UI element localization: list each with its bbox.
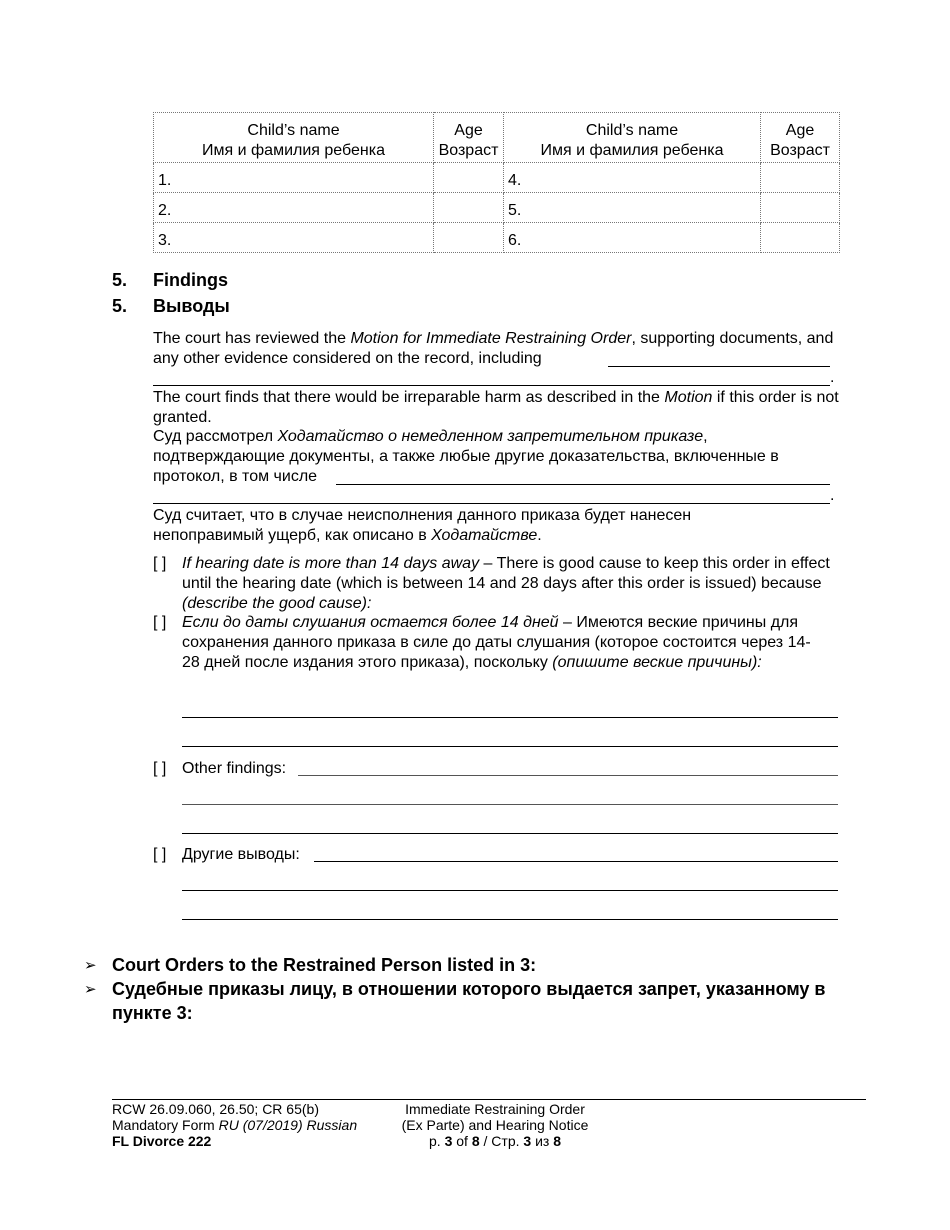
- other-findings-label-ru: Другие выводы:: [182, 846, 300, 863]
- other-findings-ru-line-2[interactable]: [182, 890, 838, 891]
- section-number: 5.: [112, 270, 128, 290]
- hearing-date-checkbox-ru[interactable]: [ ]: [153, 614, 167, 631]
- child-name-cell[interactable]: 6.: [504, 223, 761, 253]
- section-title-ru: Выводы: [153, 296, 230, 316]
- other-findings-checkbox[interactable]: [ ]: [153, 760, 167, 777]
- evidence-input-line-ru-2[interactable]: [153, 503, 830, 504]
- age-header: Age Возраст: [434, 113, 504, 163]
- harm-paragraph-en: The court finds that there would be irreparable harm as described in the Motion if this order is not granted.: [153, 389, 839, 426]
- table-header-row: [154, 113, 840, 163]
- child-name-header: Child’s name Имя и фамилия ребенка: [154, 113, 434, 163]
- age-cell[interactable]: [434, 223, 504, 253]
- other-findings-ru-line-1[interactable]: [314, 861, 838, 862]
- court-orders-heading-en: Court Orders to the Restrained Person listed in 3:: [112, 955, 537, 975]
- review-paragraph-en: The court has reviewed the Motion for Immediate Restraining Order, supporting documents, and any other evidence considered on the record, including: [153, 330, 834, 367]
- child-name-header: Child’s name Имя и фамилия ребенка: [504, 113, 761, 163]
- other-findings-line-2[interactable]: [182, 804, 838, 805]
- table-row: [154, 163, 840, 193]
- court-orders-heading-ru: Судебные приказы лицу, в отношении которого выдается запрет, указанному в пункте 3:: [112, 979, 826, 1023]
- other-findings-line-3[interactable]: [182, 833, 838, 834]
- table-row: [154, 193, 840, 223]
- other-findings-label: Other findings:: [182, 760, 287, 777]
- period: .: [830, 369, 835, 386]
- age-cell[interactable]: [761, 193, 840, 223]
- table-row: [154, 223, 840, 253]
- hearing-date-checkbox[interactable]: [ ]: [153, 555, 167, 572]
- child-name-cell[interactable]: 2.: [154, 193, 434, 223]
- age-header: Age Возраст: [761, 113, 840, 163]
- arrow-bullet-icon: ➢: [84, 981, 97, 998]
- other-findings-line-1[interactable]: [298, 775, 838, 776]
- child-name-cell[interactable]: 4.: [504, 163, 761, 193]
- child-name-cell[interactable]: 5.: [504, 193, 761, 223]
- evidence-input-line[interactable]: [608, 366, 830, 367]
- hearing-date-text-ru: Если до даты слушания остается более 14 дней – Имеются веские причины для сохранения данного приказа в силе до даты слушания (которое состоится через 14-28 дней после издания этого приказа), поскольку (опишите веские причины):: [182, 614, 811, 671]
- harm-paragraph-ru: Суд считает, что в случае неисполнения данного приказа будет нанесен непоправимый ущерб, как описано в Ходатайстве.: [153, 507, 692, 544]
- arrow-bullet-icon: ➢: [84, 957, 97, 974]
- period: .: [830, 487, 835, 504]
- age-cell[interactable]: [761, 223, 840, 253]
- hearing-date-text-en: If hearing date is more than 14 days away – There is good cause to keep this order in effect until the hearing date (which is between 14 and 28 days after this order is issued) because (describe the good cause):: [182, 555, 830, 612]
- age-cell[interactable]: [434, 193, 504, 223]
- evidence-input-line-ru[interactable]: [336, 484, 830, 485]
- section-number: 5.: [112, 296, 128, 316]
- children-table: [153, 112, 840, 253]
- other-findings-ru-line-3[interactable]: [182, 919, 838, 920]
- footer-left: RCW 26.09.060, 26.50; CR 65(b) Mandatory Form RU (07/2019) Russian FL Divorce 222: [112, 1101, 358, 1149]
- section-title-en: Findings: [153, 270, 228, 290]
- age-cell[interactable]: [434, 163, 504, 193]
- age-cell[interactable]: [761, 163, 840, 193]
- other-findings-checkbox-ru[interactable]: [ ]: [153, 846, 167, 863]
- footer-center: Immediate Restraining Order (Ex Parte) and Hearing Notice p. 3 of 8 / Стр. 3 из 8: [395, 1101, 595, 1149]
- good-cause-line-1[interactable]: [182, 717, 838, 718]
- review-paragraph-ru: Суд рассмотрел Ходатайство о немедленном запретительном приказе, подтверждающие документы, а также любые другие доказательства, включенные в протокол, в том числе: [153, 428, 779, 485]
- evidence-input-line-2[interactable]: [153, 385, 830, 386]
- page-number: p. 3 of 8 / Стр. 3 из 8: [428, 1133, 562, 1149]
- child-name-cell[interactable]: 3.: [154, 223, 434, 253]
- good-cause-line-2[interactable]: [182, 746, 838, 747]
- footer-divider: [112, 1099, 866, 1100]
- child-name-cell[interactable]: 1.: [154, 163, 434, 193]
